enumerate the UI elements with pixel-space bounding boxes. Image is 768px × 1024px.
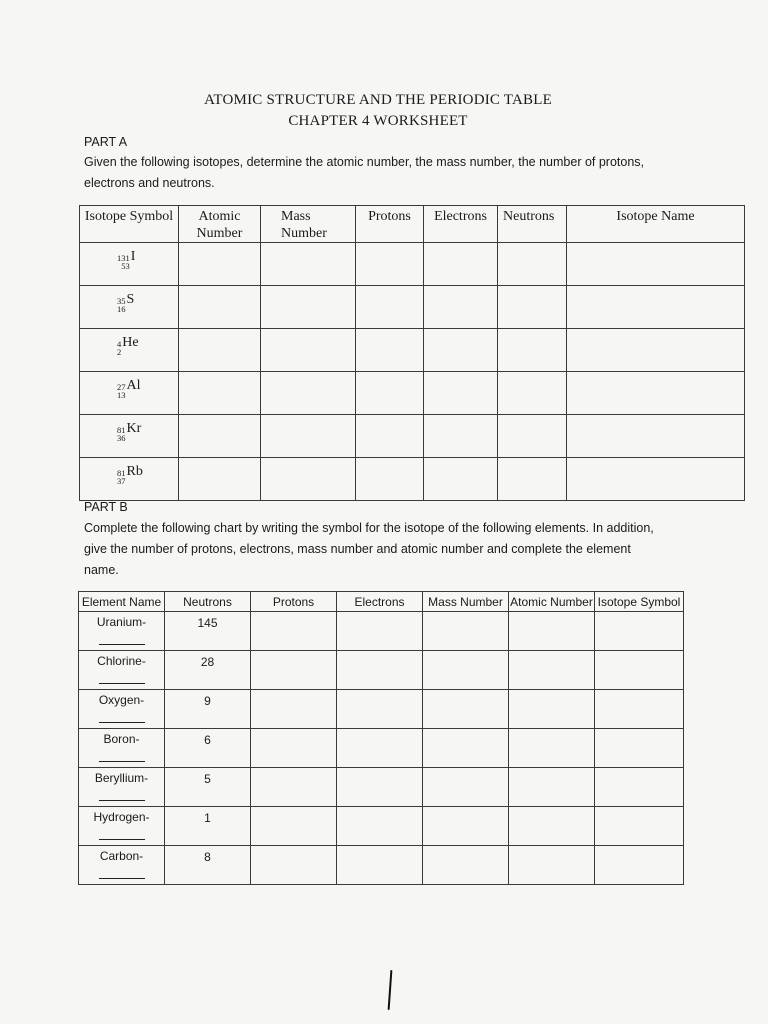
- neutrons-value: 9: [165, 690, 251, 729]
- atomic-number-cell[interactable]: [509, 807, 595, 846]
- atomic-number-sub: 37: [117, 476, 126, 486]
- header-mass-number: Mass Number: [423, 592, 509, 612]
- mass-number-sup: 35: [117, 296, 126, 306]
- neutrons-value: 8: [165, 846, 251, 885]
- element-symbol: Kr: [126, 421, 142, 436]
- electrons-cell[interactable]: [424, 415, 498, 458]
- header-neutrons: Neutrons: [165, 592, 251, 612]
- atomic-number-cell[interactable]: [509, 729, 595, 768]
- element-name: Beryllium-: [94, 771, 149, 785]
- electrons-cell[interactable]: [337, 690, 423, 729]
- part-a-row: [80, 243, 745, 286]
- isotope-numbers: [117, 340, 121, 356]
- element-name-cell: [79, 612, 165, 651]
- mass-number-cell[interactable]: [261, 286, 356, 329]
- atomic-number-sub: 53: [121, 261, 130, 271]
- neutrons-value: 145: [165, 612, 251, 651]
- mass-number-sup: 81: [117, 468, 126, 478]
- part-b-row: [79, 612, 684, 651]
- mass-number-cell[interactable]: [423, 729, 509, 768]
- protons-cell[interactable]: [251, 612, 337, 651]
- isotope-name-cell[interactable]: [567, 415, 745, 458]
- isotope-symbol: [117, 378, 141, 398]
- isotope-numbers: [117, 254, 130, 270]
- atomic-number-sub: 13: [117, 390, 126, 400]
- part-b-row: [79, 846, 684, 885]
- header-atomic-number: Atomic Number: [509, 592, 595, 612]
- isotope-symbol: [117, 292, 134, 312]
- element-name-cell: [79, 768, 165, 807]
- element-name-cell: [79, 807, 165, 846]
- electrons-cell[interactable]: [337, 729, 423, 768]
- part-b-row: [79, 768, 684, 807]
- part-a-row: [80, 458, 745, 501]
- element-name-cell: [79, 690, 165, 729]
- isotope-name-cell[interactable]: [567, 243, 745, 286]
- part-a-table: [79, 205, 745, 501]
- electrons-cell[interactable]: [337, 768, 423, 807]
- protons-cell[interactable]: [251, 729, 337, 768]
- neutrons-value: 1: [165, 807, 251, 846]
- protons-cell[interactable]: [251, 846, 337, 885]
- protons-cell[interactable]: [356, 372, 424, 415]
- mass-number-cell[interactable]: [423, 807, 509, 846]
- atomic-number-cell[interactable]: [179, 329, 261, 372]
- electrons-cell[interactable]: [424, 372, 498, 415]
- neutrons-value: 6: [165, 729, 251, 768]
- header-mass-number: Mass Number: [261, 206, 356, 243]
- protons-cell[interactable]: [356, 329, 424, 372]
- electrons-cell[interactable]: [424, 286, 498, 329]
- part-a-row: [80, 372, 745, 415]
- atomic-number-sub: 2: [117, 347, 122, 357]
- header-electrons: Electrons: [424, 206, 498, 243]
- protons-cell[interactable]: [251, 651, 337, 690]
- element-name-cell: [79, 651, 165, 690]
- neutrons-cell[interactable]: [498, 372, 567, 415]
- header-protons: Protons: [356, 206, 424, 243]
- protons-cell[interactable]: [356, 243, 424, 286]
- part-a-row: [80, 329, 745, 372]
- element-name-cell: [79, 846, 165, 885]
- protons-cell[interactable]: [251, 768, 337, 807]
- atomic-number-cell[interactable]: [179, 372, 261, 415]
- mass-number-cell[interactable]: [423, 846, 509, 885]
- part-b-header-row: [79, 592, 684, 612]
- neutrons-cell[interactable]: [498, 243, 567, 286]
- pen-mark: [388, 970, 393, 1010]
- electrons-cell[interactable]: [424, 329, 498, 372]
- protons-cell[interactable]: [251, 690, 337, 729]
- atomic-number-cell[interactable]: [179, 458, 261, 501]
- isotope-symbol-cell[interactable]: [595, 729, 684, 768]
- electrons-cell[interactable]: [337, 846, 423, 885]
- part-a-row: [80, 286, 745, 329]
- part-b-row: [79, 651, 684, 690]
- mass-number-cell[interactable]: [261, 372, 356, 415]
- mass-number-blank[interactable]: [99, 722, 145, 723]
- mass-number-cell[interactable]: [261, 243, 356, 286]
- mass-number-blank[interactable]: [99, 839, 145, 840]
- electrons-cell[interactable]: [424, 243, 498, 286]
- mass-number-sup: 131: [117, 253, 130, 263]
- mass-number-blank[interactable]: [99, 644, 145, 645]
- isotope-numbers: [117, 469, 126, 485]
- electrons-cell[interactable]: [337, 612, 423, 651]
- header-isotope-symbol: Isotope Symbol: [80, 206, 179, 243]
- neutrons-value: 5: [165, 768, 251, 807]
- mass-number-sup: 27: [117, 382, 126, 392]
- part-b-label: PART B: [84, 500, 128, 514]
- protons-cell[interactable]: [356, 286, 424, 329]
- neutrons-cell[interactable]: [498, 458, 567, 501]
- part-b-row: [79, 729, 684, 768]
- element-name: Boron-: [103, 732, 140, 746]
- protons-cell[interactable]: [251, 807, 337, 846]
- element-symbol: He: [122, 335, 139, 350]
- header-isotope-symbol: Isotope Symbol: [595, 592, 684, 612]
- element-name: Oxygen-: [98, 693, 145, 707]
- element-name: Carbon-: [99, 849, 144, 863]
- element-symbol: I: [130, 249, 136, 264]
- electrons-cell[interactable]: [337, 651, 423, 690]
- isotope-numbers: [117, 297, 126, 313]
- atomic-number-cell[interactable]: [179, 415, 261, 458]
- element-name: Chlorine-: [97, 654, 146, 668]
- isotope-numbers: [117, 383, 126, 399]
- mass-number-blank[interactable]: [99, 761, 145, 762]
- mass-number-blank[interactable]: [99, 683, 145, 684]
- neutrons-cell[interactable]: [498, 329, 567, 372]
- part-b-row: [79, 690, 684, 729]
- atomic-number-cell[interactable]: [509, 651, 595, 690]
- mass-number-blank[interactable]: [99, 878, 145, 879]
- isotope-symbol-cell[interactable]: [595, 768, 684, 807]
- element-name: Uranium-: [96, 615, 147, 629]
- isotope-name-cell[interactable]: [567, 329, 745, 372]
- isotope-symbol-cell: [80, 286, 179, 329]
- isotope-symbol-cell[interactable]: [595, 846, 684, 885]
- neutrons-cell[interactable]: [498, 415, 567, 458]
- atomic-number-cell[interactable]: [509, 690, 595, 729]
- isotope-symbol-cell: [80, 329, 179, 372]
- electrons-cell[interactable]: [337, 807, 423, 846]
- part-a-header-row: [80, 206, 745, 243]
- mass-number-cell[interactable]: [261, 329, 356, 372]
- element-symbol: S: [126, 292, 135, 307]
- protons-cell[interactable]: [356, 458, 424, 501]
- part-a-label: PART A: [84, 135, 128, 149]
- isotope-numbers: [117, 426, 126, 442]
- worksheet-title: ATOMIC STRUCTURE AND THE PERIODIC TABLE: [204, 92, 552, 108]
- worksheet-subtitle: CHAPTER 4 WORKSHEET: [288, 113, 468, 129]
- atomic-number-cell[interactable]: [509, 768, 595, 807]
- neutrons-value: 28: [165, 651, 251, 690]
- header-atomic-number: Atomic Number: [179, 206, 261, 243]
- isotope-symbol-cell[interactable]: [595, 807, 684, 846]
- mass-number-cell[interactable]: [423, 612, 509, 651]
- mass-number-cell[interactable]: [423, 768, 509, 807]
- isotope-symbol: [117, 421, 141, 441]
- isotope-symbol-cell[interactable]: [595, 690, 684, 729]
- element-symbol: Al: [126, 378, 141, 393]
- element-symbol: Rb: [126, 464, 143, 479]
- neutrons-cell[interactable]: [498, 286, 567, 329]
- atomic-number-cell[interactable]: [179, 286, 261, 329]
- part-b-row: [79, 807, 684, 846]
- part-b-instructions: Complete the following chart by writing the symbol for the isotope of the following elements. In addition, give the number of protons, electrons, mass number and atomic number and complete the element name.: [84, 521, 654, 577]
- atomic-number-cell[interactable]: [509, 612, 595, 651]
- mass-number-cell[interactable]: [261, 415, 356, 458]
- isotope-symbol-cell[interactable]: [595, 651, 684, 690]
- header-electrons: Electrons: [337, 592, 423, 612]
- protons-cell[interactable]: [356, 415, 424, 458]
- isotope-symbol-cell: [80, 372, 179, 415]
- isotope-symbol-cell: [80, 415, 179, 458]
- isotope-symbol-cell[interactable]: [595, 612, 684, 651]
- isotope-name-cell[interactable]: [567, 372, 745, 415]
- mass-number-cell[interactable]: [423, 690, 509, 729]
- isotope-symbol: [117, 464, 143, 484]
- atomic-number-cell[interactable]: [509, 846, 595, 885]
- mass-number-sup: 4: [117, 339, 122, 349]
- part-b-table: [78, 591, 684, 885]
- atomic-number-sub: 36: [117, 433, 126, 443]
- isotope-name-cell[interactable]: [567, 458, 745, 501]
- header-element-name: Element Name: [79, 592, 165, 612]
- part-a-instructions: Given the following isotopes, determine the atomic number, the mass number, the number of protons, electrons and neutrons.: [84, 155, 645, 190]
- element-name: Hydrogen-: [93, 810, 150, 824]
- isotope-name-cell[interactable]: [567, 286, 745, 329]
- header-isotope-name: Isotope Name: [567, 206, 745, 243]
- electrons-cell[interactable]: [424, 458, 498, 501]
- isotope-symbol-cell: [80, 458, 179, 501]
- mass-number-cell[interactable]: [261, 458, 356, 501]
- mass-number-blank[interactable]: [99, 800, 145, 801]
- element-name-cell: [79, 729, 165, 768]
- header-protons: Protons: [251, 592, 337, 612]
- mass-number-sup: 81: [117, 425, 126, 435]
- header-neutrons: Neutrons: [498, 206, 567, 243]
- mass-number-cell[interactable]: [423, 651, 509, 690]
- atomic-number-cell[interactable]: [179, 243, 261, 286]
- isotope-symbol: [117, 249, 135, 269]
- isotope-symbol: [117, 335, 139, 355]
- atomic-number-sub: 16: [117, 304, 126, 314]
- part-a-row: [80, 415, 745, 458]
- isotope-symbol-cell: [80, 243, 179, 286]
